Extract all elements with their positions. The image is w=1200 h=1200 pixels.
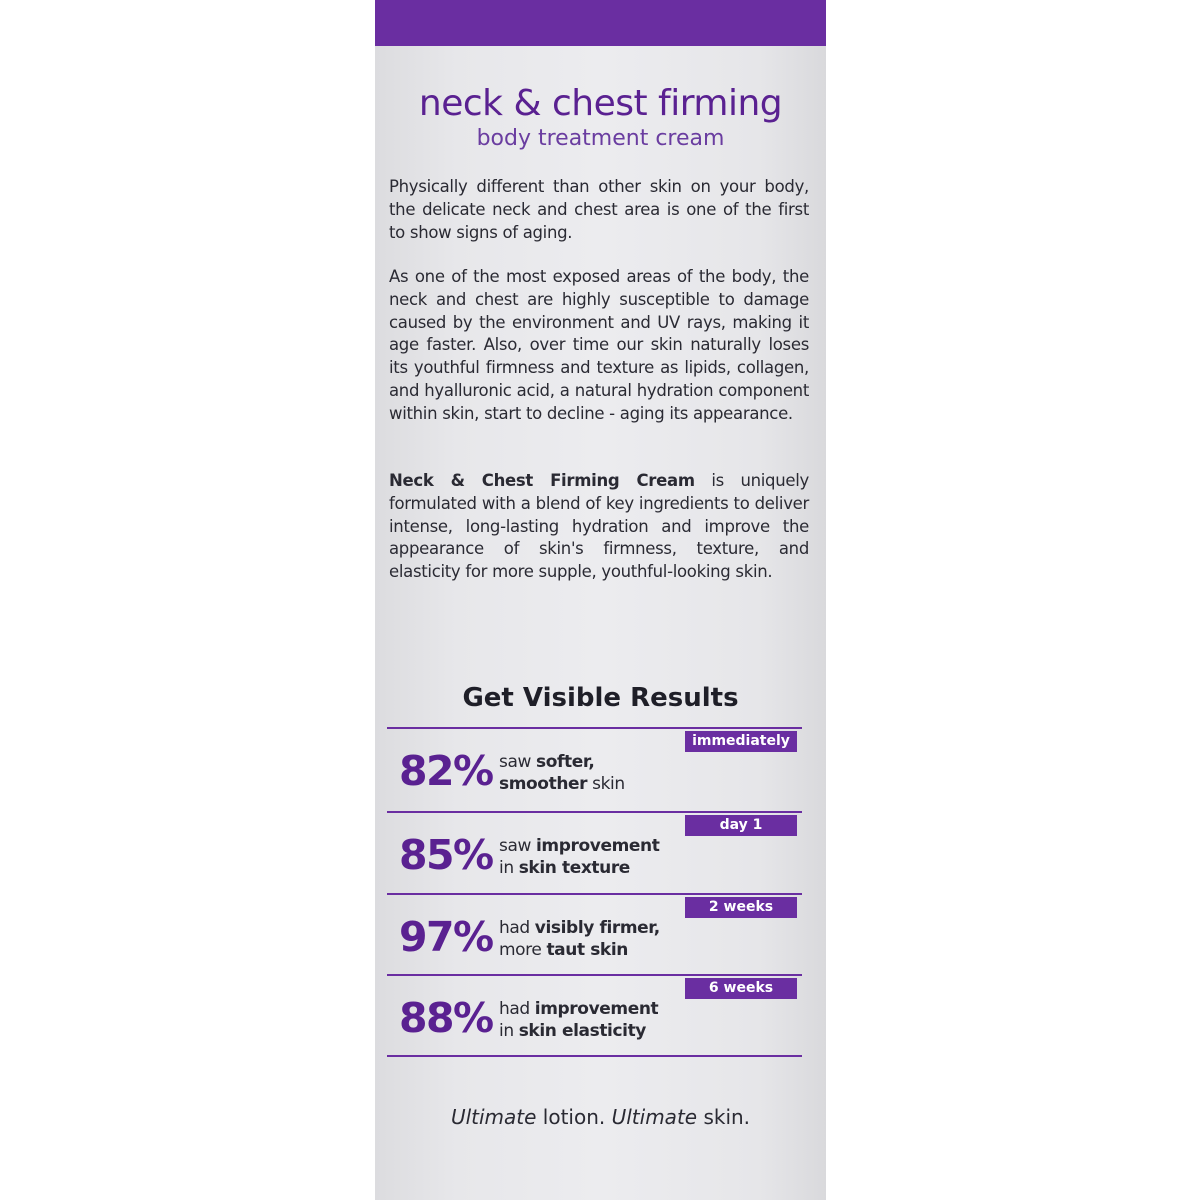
description-paragraph-2: As one of the most exposed areas of the body, the neck and chest are highly susceptible to damage caused by the environment and UV rays, making it age faster. Also, over time our skin naturally loses its youthful firmness and texture as lipids, collagen, and hyalluronic acid, a natural hydration component within skin, start to decline - aging its appearance. xyxy=(389,267,809,423)
brand-tagline: Ultimate lotion. Ultimate skin. xyxy=(450,1105,751,1129)
product-title: neck & chest firming xyxy=(418,83,783,124)
result-description: saw improvement in skin texture xyxy=(499,836,660,878)
description-paragraph-3 xyxy=(389,470,809,584)
result-percent: 85% xyxy=(399,831,493,879)
result-timeframe-badge: immediately xyxy=(685,731,797,752)
paragraph-3-text: is uniquely formulated with a blend of key ingredients to deliver intense, long-lasting hydration and improve the appearance of skin's firmness, texture, and elasticity for more supple, youthful-looking skin. xyxy=(389,471,809,582)
result-row xyxy=(387,976,805,1056)
product-subtitle: body treatment cream xyxy=(476,126,725,151)
result-percent: 88% xyxy=(399,994,493,1042)
results-divider xyxy=(387,1055,802,1057)
result-row xyxy=(387,729,805,809)
result-description: had improvement in skin elasticity xyxy=(499,999,659,1041)
result-description: saw softer, smoother skin xyxy=(499,752,625,794)
result-description: had visibly firmer, more taut skin xyxy=(499,918,660,960)
result-row xyxy=(387,895,805,975)
result-percent: 82% xyxy=(399,747,493,795)
description-paragraph-1: Physically different than other skin on your body, the delicate neck and chest area is one of the first to show signs of aging. xyxy=(389,177,809,242)
result-timeframe-badge: day 1 xyxy=(685,815,797,836)
results-heading: Get Visible Results xyxy=(462,683,739,713)
result-timeframe-badge: 6 weeks xyxy=(685,978,797,999)
result-timeframe-badge: 2 weeks xyxy=(685,897,797,918)
result-percent: 97% xyxy=(399,913,493,961)
product-box-panel xyxy=(375,0,826,1200)
top-purple-band xyxy=(375,0,826,46)
result-row xyxy=(387,813,805,893)
product-name-bold: Neck & Chest Firming Cream xyxy=(389,471,695,490)
